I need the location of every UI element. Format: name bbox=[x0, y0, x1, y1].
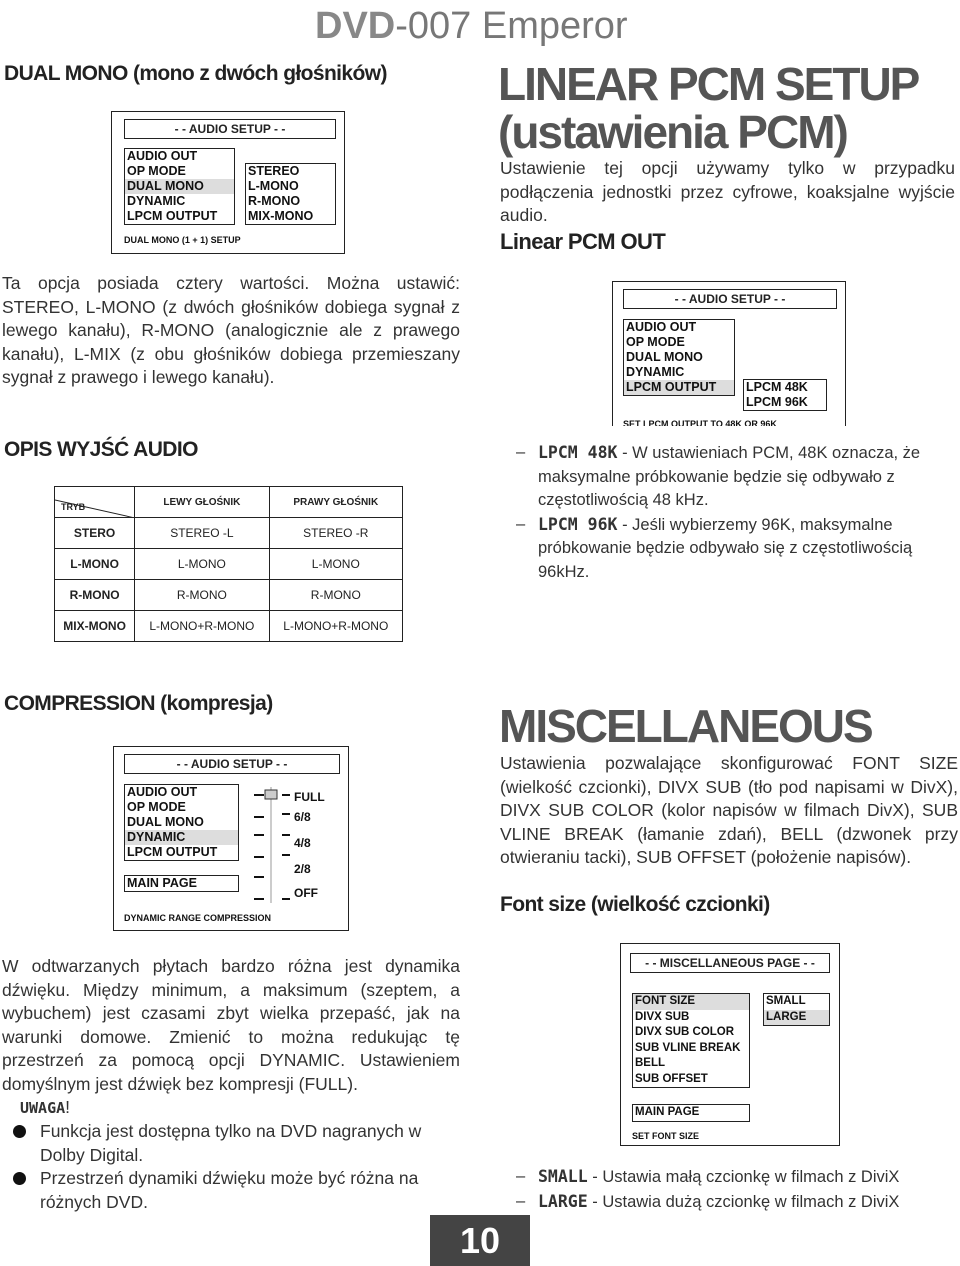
warning-line: UWAGA! bbox=[20, 1097, 71, 1117]
menu-footer: SET LPCM OUTPUT TO 48K OR 96K bbox=[623, 419, 777, 426]
misc-menu bbox=[620, 943, 840, 1146]
row-mode: STERO bbox=[55, 518, 135, 549]
option-item: LPCM 48K bbox=[746, 380, 808, 394]
compression-menu bbox=[113, 746, 349, 931]
menu-item: DYNAMIC bbox=[127, 194, 186, 208]
row-cell: L-MONO bbox=[269, 549, 402, 580]
row-cell: R-MONO bbox=[135, 580, 269, 611]
page-header bbox=[315, 6, 628, 46]
lpcm-title bbox=[498, 60, 918, 156]
level-label: FULL bbox=[294, 790, 325, 804]
menu-item: DUAL MONO bbox=[127, 815, 204, 829]
misc-text: Ustawienia pozwalające skonfigurować FONT SIZE (wielkość czcionki), DIVX SUB (tło pod napisami w DivX), DIVX SUB COLOR (kolor napisów w filmach DivX), SUB VLINE BREAK (łamanie zdań), BELL (dzwonek przy otwieraniu tacki), SUB OFFSET (położenie napisów). bbox=[500, 753, 958, 867]
main-page-label: MAIN PAGE bbox=[127, 876, 197, 890]
menu-list bbox=[623, 319, 735, 396]
misc-title: MISCELLANEOUS bbox=[499, 700, 872, 752]
menu-item: LPCM OUTPUT bbox=[127, 845, 218, 859]
row-cell: R-MONO bbox=[269, 580, 402, 611]
main-page-label: MAIN PAGE bbox=[635, 1106, 700, 1118]
row-cell: L-MONO bbox=[135, 549, 269, 580]
option-list bbox=[245, 163, 336, 225]
lpcm-title-line1: LINEAR PCM SETUP bbox=[498, 58, 919, 110]
dual-mono-text: Ta opcja posiada cztery wartości. Można ustawić: STEREO, L-MONO (z dwóch głośników dobiega sygnał z lewego kanału), R-MONO (analogicznie ale z prawego kanału), L-MIX (z obu głośników dobiega przemieszany sygnał z prawego i lewego kanału). bbox=[2, 273, 460, 387]
row-mode: L-MONO bbox=[55, 549, 135, 580]
list-item bbox=[0, 1167, 440, 1214]
list-item bbox=[516, 1165, 956, 1190]
lpcm-intro: Ustawienie tej opcji używamy tylko w przypadku podłączenia jednostki przez cyfrowe, koaksjalne wyjście audio. bbox=[500, 158, 955, 225]
menu-item: BELL bbox=[635, 1057, 666, 1069]
list-item-term: SMALL bbox=[538, 1167, 588, 1186]
menu-item-selected: FONT SIZE bbox=[633, 994, 749, 1010]
lpcm-subtitle: Linear PCM OUT bbox=[500, 229, 666, 254]
main-page-box bbox=[632, 1104, 750, 1122]
dash-mark: – bbox=[516, 514, 526, 533]
list-item bbox=[516, 441, 946, 513]
lpcm-menu bbox=[612, 281, 846, 426]
list-item-term: LARGE bbox=[538, 1191, 588, 1211]
option-list bbox=[763, 993, 830, 1026]
menu-item: OP MODE bbox=[127, 800, 186, 814]
compression-slider bbox=[250, 783, 300, 907]
level-label: 6/8 bbox=[294, 810, 311, 824]
row-cell: STEREO -R bbox=[269, 518, 402, 549]
dual-mono-title: DUAL MONO (mono z dwóch głośników) bbox=[4, 62, 387, 85]
warning-label: UWAGA bbox=[20, 1099, 66, 1117]
row-cell: L-MONO+R-MONO bbox=[269, 611, 402, 642]
dash-mark: – bbox=[516, 1167, 526, 1185]
level-label: 2/8 bbox=[294, 862, 311, 876]
menu-footer: DYNAMIC RANGE COMPRESSION bbox=[124, 913, 272, 923]
option-item-selected: LARGE bbox=[764, 1010, 829, 1026]
menu-title: - - AUDIO SETUP - - bbox=[124, 119, 336, 139]
compression-bullets bbox=[0, 1120, 440, 1214]
column-header: PRAWY GŁOŚNIK bbox=[269, 487, 402, 518]
table-row bbox=[55, 611, 403, 642]
option-item: R-MONO bbox=[248, 194, 301, 208]
menu-item: AUDIO OUT bbox=[626, 320, 697, 334]
menu-item: OP MODE bbox=[127, 164, 186, 178]
menu-footer: SET FONT SIZE bbox=[632, 1131, 700, 1141]
list-item-desc: - Jeśli wybierzemy 96K, maksymalne próbkowanie będzie odbywało się z częstotliwością 96kHz. bbox=[538, 515, 913, 581]
list-item-term: LPCM 96K bbox=[538, 514, 618, 534]
list-item bbox=[516, 513, 946, 585]
menu-item-selected: DYNAMIC bbox=[125, 830, 238, 845]
option-item: SMALL bbox=[766, 995, 806, 1007]
list-item-text: Przestrzeń dynamiki dźwięku może być różna na różnych DVD. bbox=[40, 1168, 419, 1212]
option-item: L-MONO bbox=[248, 179, 299, 193]
column-header: LEWY GŁOŚNIK bbox=[135, 487, 269, 518]
list-item-text: Funkcja jest dostępna tylko na DVD nagranych w Dolby Digital. bbox=[40, 1121, 422, 1165]
table-row bbox=[55, 549, 403, 580]
menu-item: DUAL MONO bbox=[626, 350, 703, 364]
level-label: OFF bbox=[294, 886, 318, 900]
dash-mark: – bbox=[516, 443, 526, 461]
menu-list bbox=[124, 148, 235, 225]
menu-item: SUB VLINE BREAK bbox=[635, 1041, 741, 1054]
dash-mark: – bbox=[516, 1191, 526, 1210]
row-cell: STEREO -L bbox=[135, 518, 269, 549]
menu-item-selected: DUAL MONO bbox=[125, 179, 234, 194]
list-item-desc: - Ustawia małą czcionkę w filmach z DiviX bbox=[587, 1168, 900, 1186]
compression-levels bbox=[294, 787, 325, 903]
page-number: 10 bbox=[430, 1215, 530, 1266]
menu-title: - - AUDIO SETUP - - bbox=[623, 289, 837, 309]
lpcm-option-list bbox=[516, 441, 946, 584]
menu-footer: DUAL MONO (1 + 1) SETUP bbox=[124, 235, 241, 245]
level-label: 4/8 bbox=[294, 836, 311, 850]
list-item-desc: - Ustawia dużą czcionkę w filmach z DiviX bbox=[587, 1192, 900, 1211]
menu-item: AUDIO OUT bbox=[127, 785, 198, 799]
menu-item: DIVX SUB bbox=[635, 1010, 690, 1023]
row-cell: L-MONO+R-MONO bbox=[135, 611, 269, 642]
list-item-term: LPCM 48K bbox=[538, 443, 618, 462]
brand-name: DVD bbox=[315, 5, 396, 47]
outputs-table bbox=[54, 486, 403, 642]
model-name: -007 Emperor bbox=[395, 5, 628, 47]
list-item bbox=[0, 1120, 440, 1167]
option-list bbox=[743, 379, 827, 411]
font-size-option-list bbox=[516, 1165, 956, 1214]
dual-mono-menu bbox=[111, 111, 345, 254]
row-mode: MIX-MONO bbox=[55, 611, 135, 642]
main-page-box bbox=[124, 875, 239, 892]
row-mode: R-MONO bbox=[55, 580, 135, 611]
menu-item-selected: LPCM OUTPUT bbox=[624, 380, 734, 395]
option-item: MIX-MONO bbox=[248, 209, 314, 223]
menu-title: - - MISCELLANEOUS PAGE - - bbox=[630, 953, 830, 973]
option-item: LPCM 96K bbox=[746, 395, 808, 409]
compression-text: W odtwarzanych płytach bardzo różna jest dynamika dźwięku. Między minimum, a maksimum (szeptem, a wybuchem) jest czasami zbyt wielka przepaść, jak na warunki domowe. Zmienić to można redukując tę przestrzeń za pomocą opcji DYNAMIC. Ustawieniem domyślnym jest dźwięk bez kompresji (FULL). bbox=[2, 956, 460, 1094]
menu-list bbox=[632, 993, 750, 1088]
menu-item: SUB OFFSET bbox=[635, 1072, 708, 1085]
menu-item: LPCM OUTPUT bbox=[127, 209, 218, 223]
compression-title: COMPRESSION (kompresja) bbox=[4, 692, 273, 715]
outputs-title: OPIS WYJŚĆ AUDIO bbox=[4, 438, 198, 461]
menu-item: OP MODE bbox=[626, 335, 685, 349]
table-corner-cell bbox=[55, 487, 135, 518]
table-row bbox=[55, 518, 403, 549]
list-item bbox=[516, 1190, 956, 1215]
list-item-desc: - W ustawieniach PCM, 48K oznacza, że maksymalne próbkowanie będzie się odbywało z częstotliwością 48 kHz. bbox=[538, 444, 921, 509]
menu-item: DIVX SUB COLOR bbox=[635, 1026, 735, 1038]
menu-item: DYNAMIC bbox=[626, 365, 685, 379]
bullet-icon bbox=[13, 1172, 26, 1185]
menu-item: AUDIO OUT bbox=[127, 149, 198, 163]
lpcm-title-line2: (ustawienia PCM) bbox=[498, 106, 847, 158]
corner-label: TRYB bbox=[61, 502, 86, 512]
menu-title: - - AUDIO SETUP - - bbox=[124, 754, 340, 774]
bullet-icon bbox=[13, 1125, 26, 1138]
option-item: STEREO bbox=[248, 164, 300, 178]
misc-subtitle: Font size (wielkość czcionki) bbox=[500, 893, 770, 916]
menu-list bbox=[124, 784, 239, 861]
table-row bbox=[55, 580, 403, 611]
